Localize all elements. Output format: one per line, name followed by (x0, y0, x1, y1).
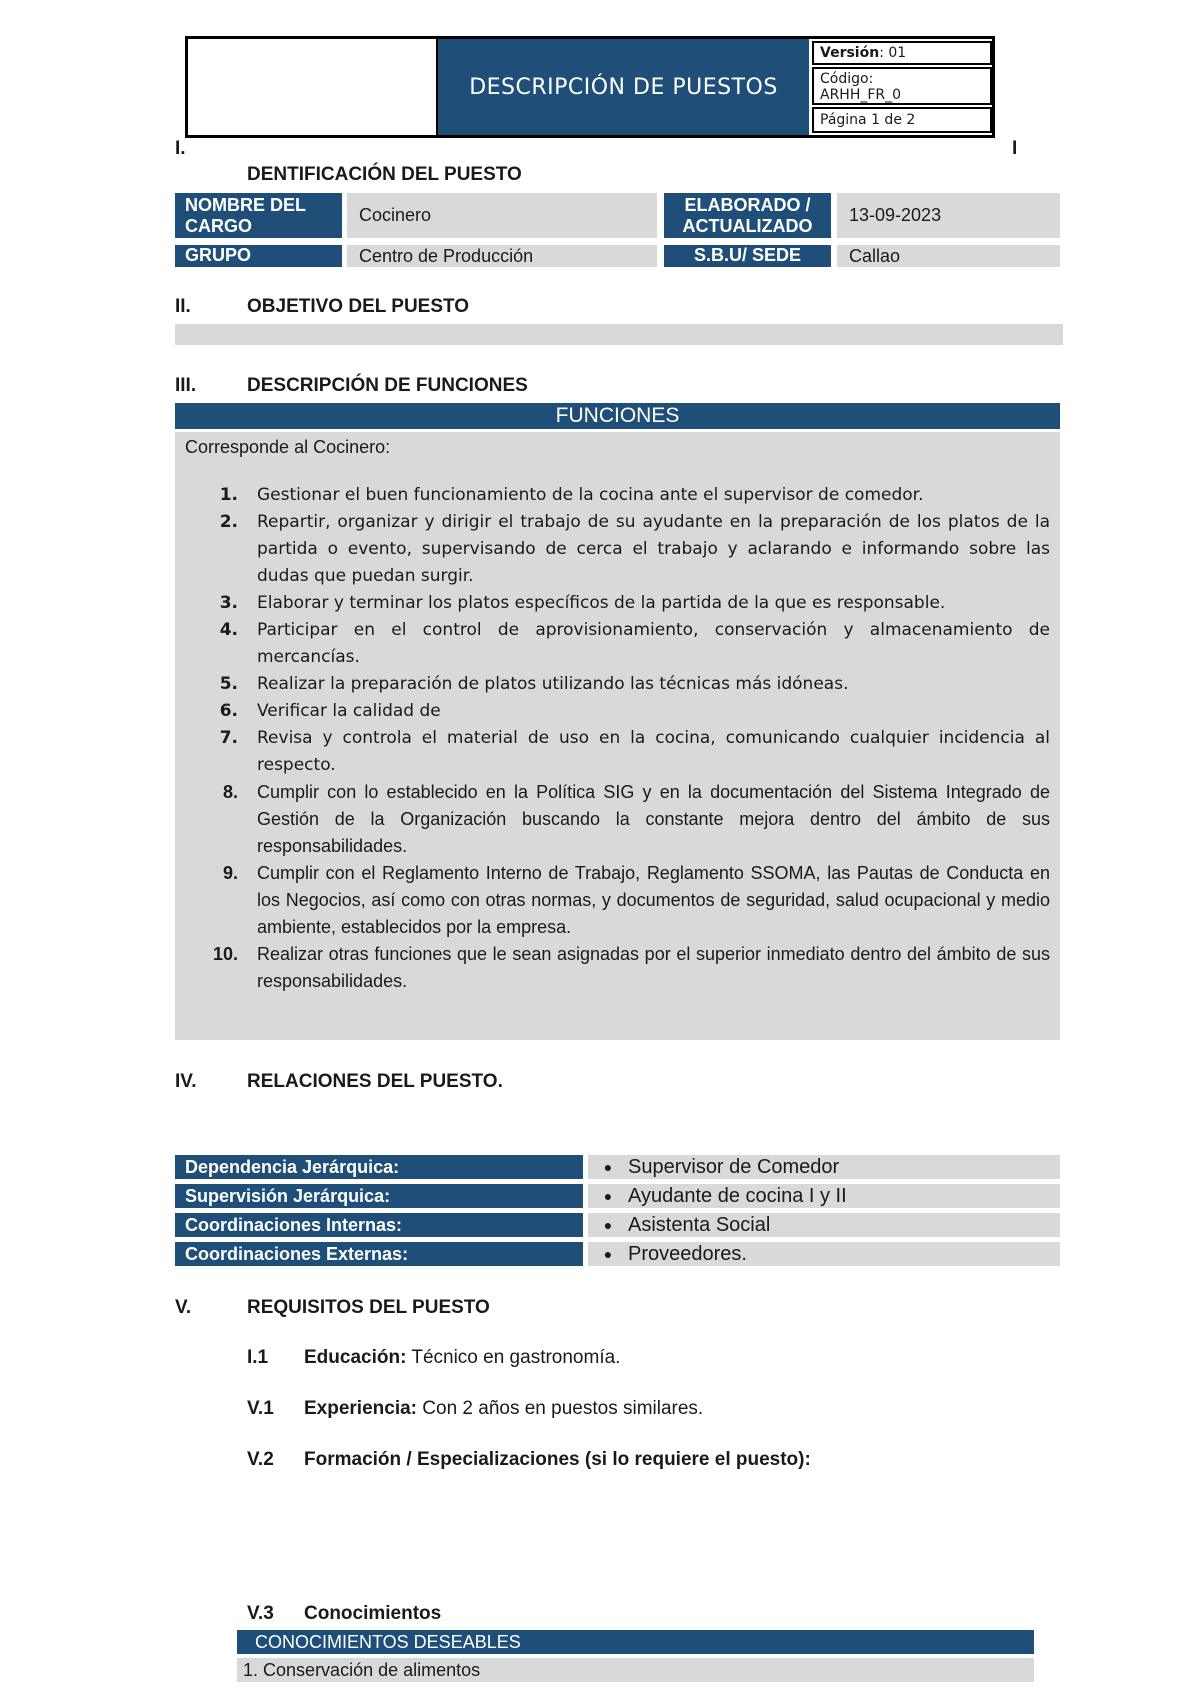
bullet-icon: ● (603, 1188, 613, 1204)
relacion-value: ● Asistenta Social (588, 1213, 1060, 1237)
list-item: 4. Participar en el control de aprovisionamiento, conservación y almacenamiento de mercancías. (219, 620, 1050, 667)
codigo-value: ARHH_FR_0 (820, 87, 902, 103)
elaborado-label: ELABORADO / ACTUALIZADO (664, 193, 831, 238)
section-3-number: III. (175, 375, 197, 396)
formacion-number: V.2 (247, 1449, 274, 1470)
funciones-list (190, 482, 1050, 995)
funciones-header: FUNCIONES (175, 403, 1060, 429)
list-item: 1. Gestionar el buen funcionamiento de la cocina ante el supervisor de comedor. (219, 485, 924, 505)
version-cell (812, 41, 992, 65)
relacion-label: Dependencia Jerárquica: (175, 1155, 583, 1179)
section-5-number: V. (175, 1297, 192, 1318)
experiencia-number: V.1 (247, 1398, 274, 1419)
conocimientos-title: Conocimientos (304, 1603, 442, 1624)
nombre-cargo-label: NOMBRE DEL CARGO (175, 193, 342, 238)
conocimiento-row (237, 1658, 1034, 1682)
bullet-icon: ● (603, 1159, 613, 1175)
list-item: 10. Realizar otras funciones que le sean asignadas por el superior inmediato dentro del ámbito de sus responsabilidades. (212, 944, 1050, 991)
sede-label: S.B.U/ SEDE (664, 245, 831, 267)
version-value: : 01 (879, 45, 907, 61)
document-title: DESCRIPCIÓN DE PUESTOS (438, 39, 809, 135)
grupo-label: GRUPO (175, 245, 342, 267)
formacion-line: Formación / Especializaciones (si lo requiere el puesto): (304, 1449, 811, 1470)
section-2-number: II. (175, 296, 191, 317)
relacion-label: Coordinaciones Internas: (175, 1213, 583, 1237)
relacion-value: ● Supervisor de Comedor (588, 1155, 1060, 1179)
section-5-title: REQUISITOS DEL PUESTO (247, 1297, 490, 1318)
relacion-value: ● Ayudante de cocina I y II (588, 1184, 1060, 1208)
conocimientos-number: V.3 (247, 1603, 274, 1624)
conocimiento-text: Conservación de alimentos (263, 1659, 481, 1680)
list-item: 3. Elaborar y terminar los platos específicos de la partida de la que es responsable. (219, 593, 946, 613)
list-item: 7. Revisa y controla el material de uso en la cocina, comunicando cualquier incidencia al respecto. (219, 728, 1050, 775)
section-1-title: DENTIFICACIÓN DEL PUESTO (247, 164, 522, 185)
educacion-number: I.1 (247, 1347, 269, 1368)
list-item: 5. Realizar la preparación de platos utilizando las técnicas más idóneas. (219, 674, 849, 694)
list-item: 2. Repartir, organizar y dirigir el trabajo de su ayudante en la preparación de los platos de la partida o evento, supervisando de cerca el trabajo y aclarando e informando sobre las dudas que puedan surgir. (219, 512, 1050, 586)
list-item: 6. Verificar la calidad de (219, 701, 441, 721)
page-number: Página 1 de 2 (812, 107, 992, 133)
conocimientos-header: CONOCIMIENTOS DESEABLES (237, 1630, 1034, 1654)
codigo-label: Código: (820, 71, 874, 87)
experiencia-line: Experiencia: Con 2 años en puestos similares. (304, 1398, 704, 1419)
section-3-title: DESCRIPCIÓN DE FUNCIONES (247, 375, 528, 396)
bullet-icon: ● (603, 1246, 613, 1262)
objetivo-value (175, 324, 1063, 345)
sede-value: Callao (837, 245, 1060, 267)
section-4-number: IV. (175, 1071, 197, 1092)
conocimiento-number: 1. (243, 1659, 259, 1680)
list-item: 9. Cumplir con el Reglamento Interno de Trabajo, Reglamento SSOMA, las Pautas de Conducta en los Negocios, así como con otras normas, y documentos de seguridad, salud ocupacional y medio ambiente, establecidos por la empresa. (222, 863, 1050, 937)
section-4-title: RELACIONES DEL PUESTO. (247, 1071, 503, 1092)
relacion-label: Coordinaciones Externas: (175, 1242, 583, 1266)
bullet-icon: ● (603, 1217, 613, 1233)
educacion-line: Educación: Técnico en gastronomía. (304, 1347, 621, 1368)
funciones-intro: Corresponde al Cocinero: (185, 437, 391, 457)
document-header (185, 36, 995, 138)
codigo-cell (812, 67, 992, 105)
logo-placeholder (188, 39, 438, 135)
nombre-cargo-value: Cocinero (347, 193, 657, 238)
version-label: Versión (820, 45, 880, 61)
relacion-value: ● Proveedores. (588, 1242, 1060, 1266)
elaborado-value: 13-09-2023 (837, 193, 1060, 238)
relacion-label: Supervisión Jerárquica: (175, 1184, 583, 1208)
list-item: 8. Cumplir con lo establecido en la Política SIG y en la documentación del Sistema Integrado de Gestión de la Organización buscando la constante mejora dentro del ámbito de sus responsabilidades. (222, 782, 1050, 856)
section-1-number: I. (175, 138, 186, 159)
section-2-title: OBJETIVO DEL PUESTO (247, 296, 470, 317)
grupo-value: Centro de Producción (347, 245, 657, 267)
section-1-number-right: I (1012, 138, 1018, 159)
